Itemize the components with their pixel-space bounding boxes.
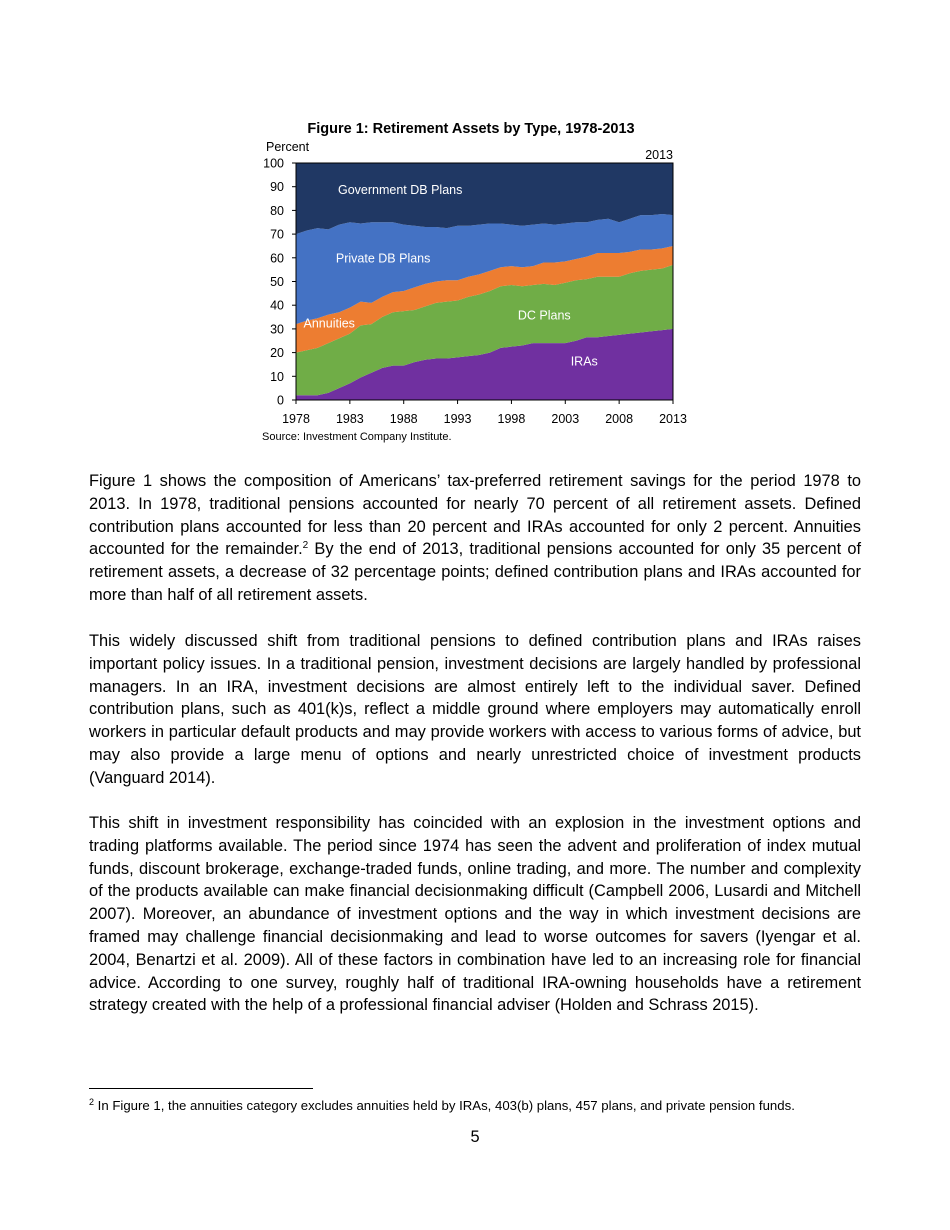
x-tick-label: 1983 (335, 412, 364, 426)
y-tick-label: 40 (270, 298, 284, 313)
figure-1-chart (0, 0, 950, 450)
x-tick-label: 1978 (282, 412, 310, 426)
paragraph-1-text-a: Figure 1 shows the composition of Americans’ tax-preferred retirement savings for the period 1978 to 2013. In 1978, traditional pensions accounted for nearly 70 percent of all retirement assets. Defined contribution plans accounted for less than 20 percent and IRAs accounted for only 2 percent. Annuities accounted for the remainder. (89, 472, 861, 559)
footnote-mark: 2 (89, 1097, 95, 1107)
x-tick-label: 1988 (389, 412, 418, 426)
y-tick-label: 0 (277, 393, 284, 408)
footnote-divider (89, 1088, 313, 1089)
x-tick-label: 1998 (497, 412, 526, 426)
paragraph-3: This shift in investment responsibility has coincided with an explosion in the investment options and trading platforms available. The period since 1974 has seen the advent and proliferation of index mutual funds, discount brokerage, exchange-traded funds, online trading, and more. The number and complexity of the products available can make financial decisionmaking difficult (Campbell 2006, Lusardi and Mitchell 2007). Moreover, an abundance of investment options and the way in which investment decisions are framed may challenge financial decisionmaking and lead to worse outcomes for savers (Iyengar et al. 2004, Benartzi et al. 2009). All of these factors in combination have led to an increasing role for financial advice. According to one survey, roughly half of traditional IRA-owning households have a retirement strategy created with the help of a professional financial adviser (Holden and Schrass 2015). (89, 814, 861, 1015)
y-tick-label: 20 (270, 346, 284, 361)
y-tick-label: 70 (270, 227, 284, 242)
end-year-label: 2013 (645, 148, 673, 162)
y-tick-label: 80 (270, 203, 284, 218)
y-tick-label: 60 (270, 251, 284, 266)
series-label-iras: IRAs (570, 354, 598, 369)
y-tick-label: 50 (270, 275, 284, 289)
x-tick-label: 2013 (659, 412, 687, 426)
y-tick-label: 90 (270, 180, 284, 195)
x-axis-ticks (282, 400, 687, 426)
y-tick-label: 30 (270, 322, 284, 337)
paragraph-1-text-b: By the end of 2013, traditional pensions accounted for only 35 percent of retirement assets, a decrease of 32 percentage points; defined contribution plans and IRAs accounted for more than half of all retirement assets. (89, 540, 862, 604)
y-tick-label: 100 (263, 156, 284, 171)
paragraph-1 (89, 470, 861, 607)
series-label-government-db-plans: Government DB Plans (338, 182, 463, 197)
x-tick-label: 1993 (443, 412, 472, 426)
series-label-annuities: Annuities (303, 316, 355, 331)
footnote-ref[interactable]: 2 (302, 540, 309, 552)
stacked-areas (296, 163, 673, 400)
footnote-text: In Figure 1, the annuities category excludes annuities held by IRAs, 403(b) plans, 457 plans, and private pension funds. (94, 1098, 795, 1113)
chart-source: Source: Investment Company Institute. (262, 431, 452, 443)
x-tick-label: 2008 (605, 412, 634, 426)
page-number: 5 (470, 1128, 480, 1146)
x-tick-label: 2003 (551, 412, 580, 426)
chart-title: Figure 1: Retirement Assets by Type, 1978-2013 (307, 121, 635, 137)
y-axis-label: Percent (266, 140, 310, 154)
y-axis-ticks (263, 157, 296, 408)
footnote (89, 1097, 889, 1115)
y-tick-label: 10 (270, 369, 284, 384)
paragraph-2: This widely discussed shift from traditional pensions to defined contribution plans and IRAs raises important policy issues. In a traditional pension, investment decisions are largely handled by professional managers. In an IRA, investment decisions are almost entirely left to the individual saver. Defined contribution plans, such as 401(k)s, reflect a middle ground where employers may automatically enroll workers in particular default products and may provide workers with access to various forms of advice, but may also provide a large menu of options and nearly unrestricted choice of investment products (Vanguard 2014). (89, 632, 861, 787)
series-label-dc-plans: DC Plans (517, 308, 571, 323)
series-label-private-db-plans: Private DB Plans (335, 251, 431, 266)
